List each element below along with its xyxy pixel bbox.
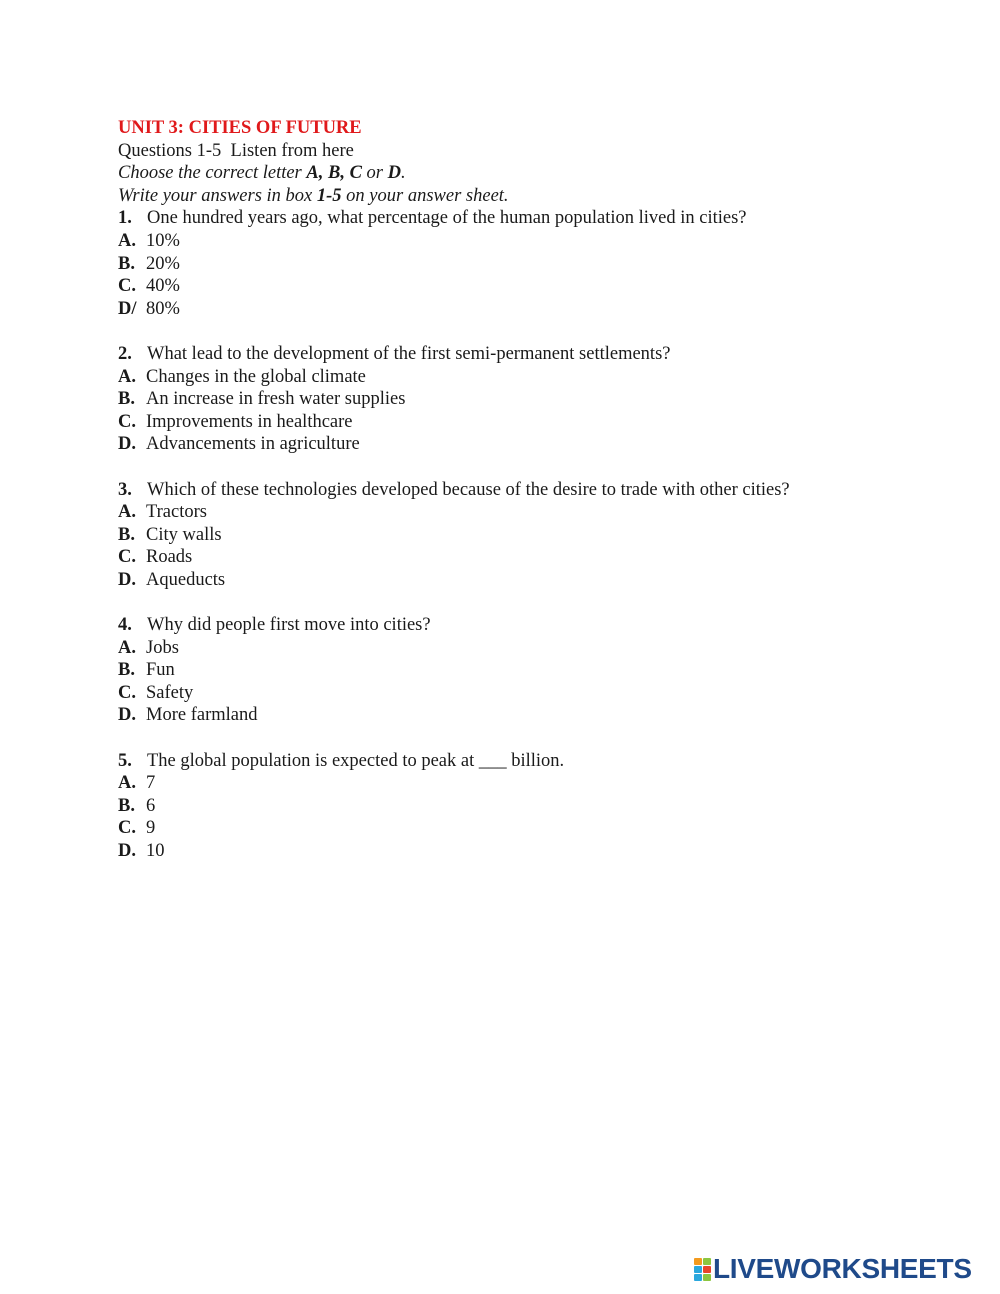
option-letter: D. [118, 569, 136, 590]
option-text: Advancements in agriculture [146, 434, 360, 455]
question-2 [118, 343, 938, 456]
question-text: Which of these technologies developed because of the desire to trade with other cities? [147, 479, 790, 500]
option-letter: C. [118, 276, 136, 297]
option-letter: D. [118, 705, 136, 726]
question-text: One hundred years ago, what percentage of the human population lived in cities? [147, 208, 747, 229]
instruction-write-a: Write your answers in box [118, 185, 317, 206]
instruction-choose-letters: A, B, C [306, 163, 362, 184]
option-c[interactable] [118, 817, 938, 840]
option-text: 80% [146, 298, 180, 319]
option-text: Fun [146, 660, 175, 681]
option-letter: C. [118, 818, 136, 839]
option-text: Improvements in healthcare [146, 411, 353, 432]
option-b[interactable] [118, 524, 938, 547]
question-1 [118, 207, 938, 320]
instruction-choose-end: . [401, 163, 406, 184]
logo-block-green-2 [703, 1274, 711, 1281]
page-title: UNIT 3: CITIES OF FUTURE [118, 118, 362, 138]
spacer [118, 591, 938, 614]
question-number: 1. [118, 208, 132, 229]
option-a[interactable] [118, 772, 938, 795]
option-d[interactable] [118, 298, 938, 321]
option-c[interactable] [118, 682, 938, 705]
option-text: Jobs [146, 637, 179, 658]
instruction-write-c: on your answer sheet. [341, 185, 509, 206]
spacer [118, 727, 938, 750]
option-a[interactable] [118, 366, 938, 389]
option-text: More farmland [146, 705, 258, 726]
option-letter: A. [118, 230, 136, 251]
question-3 [118, 479, 938, 592]
option-d[interactable] [118, 433, 938, 456]
option-text: 20% [146, 253, 180, 274]
question-stem [118, 343, 938, 366]
option-text: Roads [146, 547, 193, 568]
option-text: Tractors [146, 502, 207, 523]
instruction-choose-d: D [387, 163, 401, 184]
option-text: 10% [146, 230, 180, 251]
option-letter: A. [118, 502, 136, 523]
option-text: Changes in the global climate [146, 366, 366, 387]
question-4 [118, 614, 938, 727]
option-d[interactable] [118, 840, 938, 863]
question-text: The global population is expected to peak at ___ billion. [147, 750, 565, 771]
option-text: 6 [146, 795, 156, 816]
option-b[interactable] [118, 795, 938, 818]
instruction-choose [118, 162, 938, 185]
option-d[interactable] [118, 569, 938, 592]
option-letter: D. [118, 434, 136, 455]
option-a[interactable] [118, 637, 938, 660]
option-text: City walls [146, 524, 222, 545]
instruction-write [118, 185, 938, 208]
listen-link[interactable]: Listen from here [230, 140, 354, 161]
instruction-choose-a: Choose the correct letter [118, 163, 307, 184]
question-stem [118, 750, 938, 773]
question-number: 4. [118, 615, 132, 636]
option-letter: D. [118, 841, 136, 861]
spacer [118, 456, 938, 479]
option-text: An increase in fresh water supplies [146, 389, 406, 410]
question-text: What lead to the development of the first semi-permanent settlements? [147, 343, 671, 364]
option-letter: A. [118, 773, 136, 794]
liveworksheets-logo-icon [693, 1257, 711, 1281]
option-text: 40% [146, 276, 180, 297]
logo-block-orange [694, 1258, 702, 1265]
option-letter: C. [118, 682, 136, 703]
option-a[interactable] [118, 501, 938, 524]
option-text: Safety [146, 682, 194, 703]
logo-block-blue-2 [694, 1274, 702, 1281]
option-c[interactable] [118, 275, 938, 298]
question-stem [118, 479, 938, 502]
option-letter: C. [118, 547, 136, 568]
option-letter: D/ [118, 298, 137, 319]
intro-prefix: Questions 1-5 [118, 140, 231, 161]
liveworksheets-logo [693, 1254, 972, 1284]
option-b[interactable] [118, 659, 938, 682]
intro-line [118, 140, 938, 163]
option-text: Aqueducts [146, 569, 226, 590]
question-number: 3. [118, 479, 132, 500]
option-letter: B. [118, 253, 135, 274]
option-b[interactable] [118, 388, 938, 411]
option-c[interactable] [118, 411, 938, 434]
logo-block-red [703, 1266, 711, 1273]
question-stem [118, 207, 938, 230]
option-c[interactable] [118, 546, 938, 569]
option-letter: B. [118, 389, 135, 410]
option-letter: A. [118, 637, 136, 658]
option-text: 10 [146, 841, 165, 861]
option-text: 7 [146, 773, 156, 794]
option-letter: B. [118, 795, 135, 816]
logo-block-green [703, 1258, 711, 1265]
question-number: 5. [118, 750, 132, 771]
question-number: 2. [118, 343, 132, 364]
question-text: Why did people first move into cities? [147, 615, 431, 636]
option-letter: B. [118, 524, 135, 545]
instruction-choose-or: or [361, 163, 388, 184]
option-text: 9 [146, 818, 156, 839]
option-letter: C. [118, 411, 136, 432]
logo-block-blue [694, 1266, 702, 1273]
spacer [118, 320, 938, 343]
option-b[interactable] [118, 253, 938, 276]
question-5 [118, 750, 938, 863]
option-letter: B. [118, 660, 135, 681]
option-a[interactable] [118, 230, 938, 253]
option-letter: A. [118, 366, 136, 387]
instruction-write-range: 1-5 [316, 185, 342, 206]
option-d[interactable] [118, 704, 938, 727]
question-stem [118, 614, 938, 637]
worksheet-content [118, 117, 938, 863]
liveworksheets-logo-text: LIVEWORKSHEETS [713, 1253, 972, 1284]
